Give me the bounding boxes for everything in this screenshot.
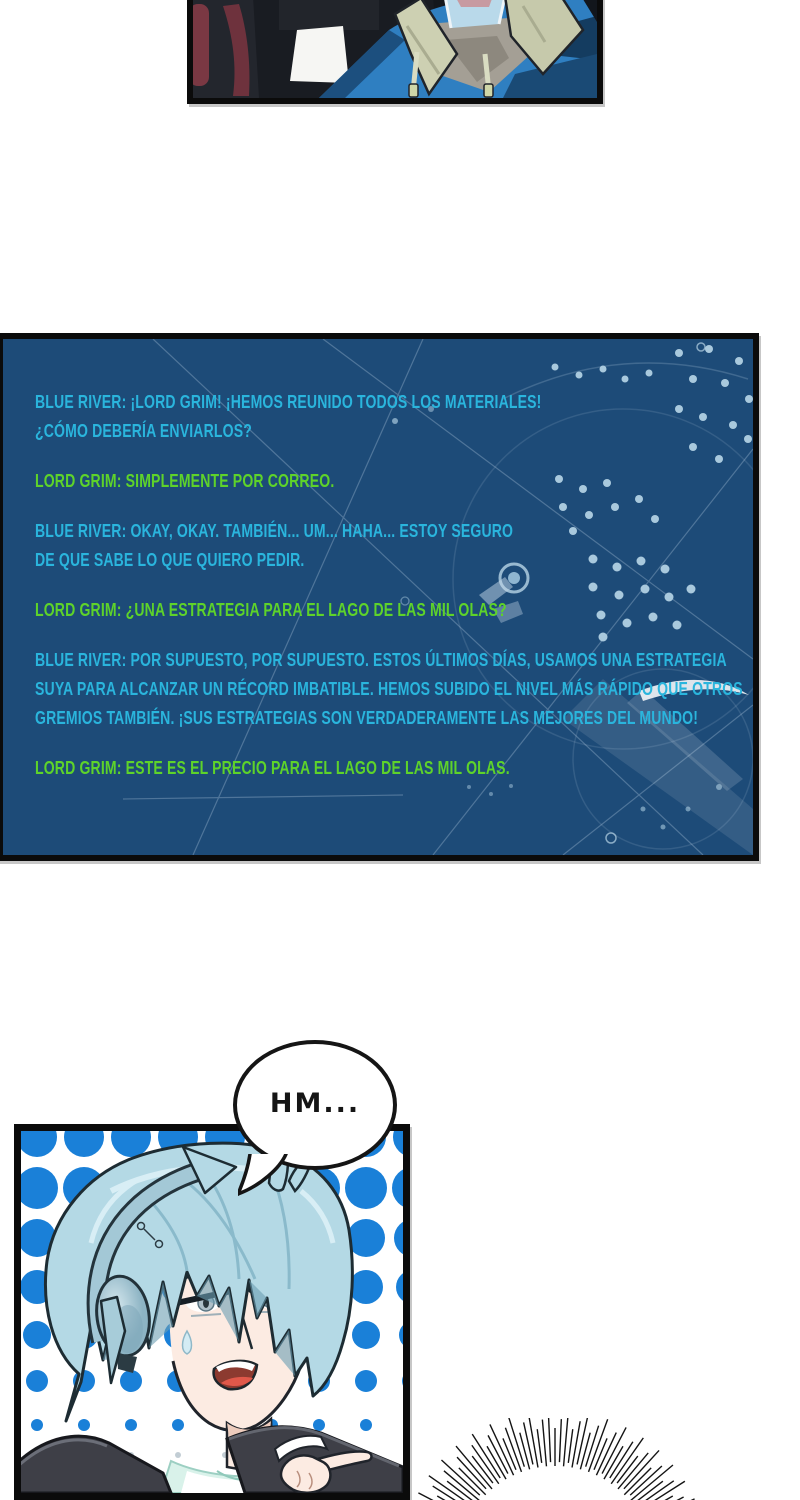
chat-message: BLUE RIVER: ¡LORD GRIM! ¡HEMOS REUNIDO TODOS LOS MATERIALES! ¿CÓMO DEBERÍA ENVIARLOS? [35, 392, 542, 441]
speed-lines-burst [330, 1418, 800, 1500]
chat-panel [0, 333, 759, 861]
chat-message: BLUE RIVER: POR SUPUESTO, POR SUPUESTO. ESTOS ÚLTIMOS DÍAS, USAMOS UNA ESTRATEGIA SUYA PARA ALCANZAR UN RÉCORD IMBATIBLE. HEMOS SUBIDO EL NIVEL MÁS RÁPIDO QUE OTROS GREMIOS TAMBIÉN. ¡SUS ESTRATEGIAS SON VERDADERAMENTE LAS MEJORES DEL MUNDO! [35, 650, 743, 728]
speech-bubble [233, 1040, 397, 1170]
chat-message: LORD GRIM: ESTE ES EL PRECIO PARA EL LAGO DE LAS MIL OLAS. [35, 758, 510, 778]
chat-message: BLUE RIVER: OKAY, OKAY. TAMBIÉN... UM... HAHA... ESTOY SEGURO DE QUE SABE LO QUE QUIERO PEDIR. [35, 521, 514, 570]
chat-message: LORD GRIM: SIMPLEMENTE POR CORREO. [35, 471, 335, 491]
top-panel [187, 0, 603, 104]
chat-message: LORD GRIM: ¿UNA ESTRATEGIA PARA EL LAGO DE LAS MIL OLAS? [35, 600, 507, 620]
chat-messages [35, 388, 747, 804]
speech-bubble-tail [238, 1154, 308, 1202]
speech-bubble-text: HM... [269, 1087, 361, 1119]
top-panel-art [193, 0, 597, 98]
